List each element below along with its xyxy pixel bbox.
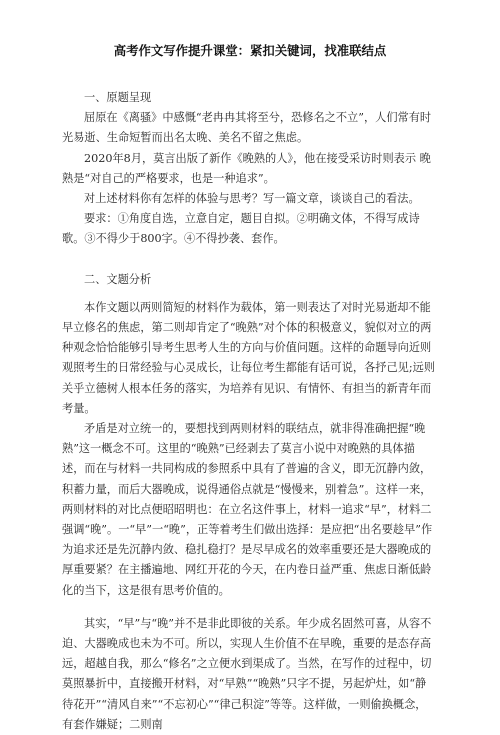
section-heading-topic-analysis: 二、文题分析 bbox=[84, 272, 152, 286]
paragraph-spacer bbox=[62, 601, 436, 614]
paragraph: 对上述材料你有怎样的体验与思考？写一篇文章，谈谈自己的看法。 bbox=[84, 192, 420, 206]
paragraph: 矛盾是对立统一的，要想找到两则材料的联结点，就非得准确把握“晚熟”这一概念不可。这里的“晚熟”已经剥去了莫言小说中对晚熟的具体描述，而在与材料一共同构成的参照系中具有了普遍的含义，即无沉静内敛，积蓄力量，而后大器晚成，说得通俗点就是“慢慢来，别着急”。这样一来，两则材料的对比点便昭昭明也：在立名这件事上，材料一追求“早”，材料二强调“晚”。一“早”一“晚”，正等着考生们做出选择：是应把“出名要趁早”作为追求还是先沉静内敛、稳扎稳打？是尽早成名的效率重要还是大器晚成的厚重要紧？在主播遍地、网红开花的今天，在内卷日益严重、焦虑日渐低龄化的当下，这是很有思考价值的。 bbox=[62, 422, 433, 597]
section-heading-original-question: 一、原题呈现 bbox=[84, 91, 152, 104]
paragraph: 要求：①角度自选，立意自定，题目自拟。②明确文体，不得写成诗歌。③不得少于800字。④不得抄袭、套作。 bbox=[62, 212, 420, 246]
paragraph: 屈原在《离骚》中感慨“老冉冉其将至兮，恐修名之不立”，人们常有时光易逝、生命短暂而出名太晚、美名不留之焦虑。 bbox=[62, 111, 432, 145]
paragraph: 本作文题以两则简短的材料作为载体，第一则表达了对时光易逝却不能早立修名的焦虑，第二则却肯定了“晚熟”对个体的积极意义，貌似对立的两种观念恰恰能够引导考生思考人生的方向与价值问题。这样的命题导向近则观照考生的日常经验与心灵成长，让每位考生都能有话可说，各抒己见;远则关乎立德树人根本任务的落实，为培养有见识、有情怀、有担当的新青年而考量。 bbox=[62, 300, 435, 415]
article-body bbox=[62, 88, 436, 735]
heading-spacer bbox=[62, 290, 436, 298]
paragraph: 2020年8月，莫言出版了新作《晚熟的人》，他在接受采访时则表示 晚熟是“对自己的严格要求，也是一种追求”。 bbox=[62, 151, 431, 185]
section-spacer bbox=[62, 250, 436, 270]
paragraph: 其实，“早”与“晚”并不是非此即彼的关系。年少成名固然可喜，从容不迫、大器晚成也未为不可。所以，实现人生价值不在早晚，重要的是态存高远，超越自我，那么“修名”之立便水到渠成了。当然，在写作的过程中，切莫照暴折中，直接搬开材料，对“早熟”“晚熟”只字不提，另起炉灶，如“静待花开”“清风自来”“不忘初心”“律己积淀”等等。这样做，一则偷换概念，有套作嫌疑；二则南 bbox=[62, 616, 432, 731]
page-title: 高考作文写作提升课堂：紧扣关键词，找准联结点 bbox=[113, 43, 387, 58]
